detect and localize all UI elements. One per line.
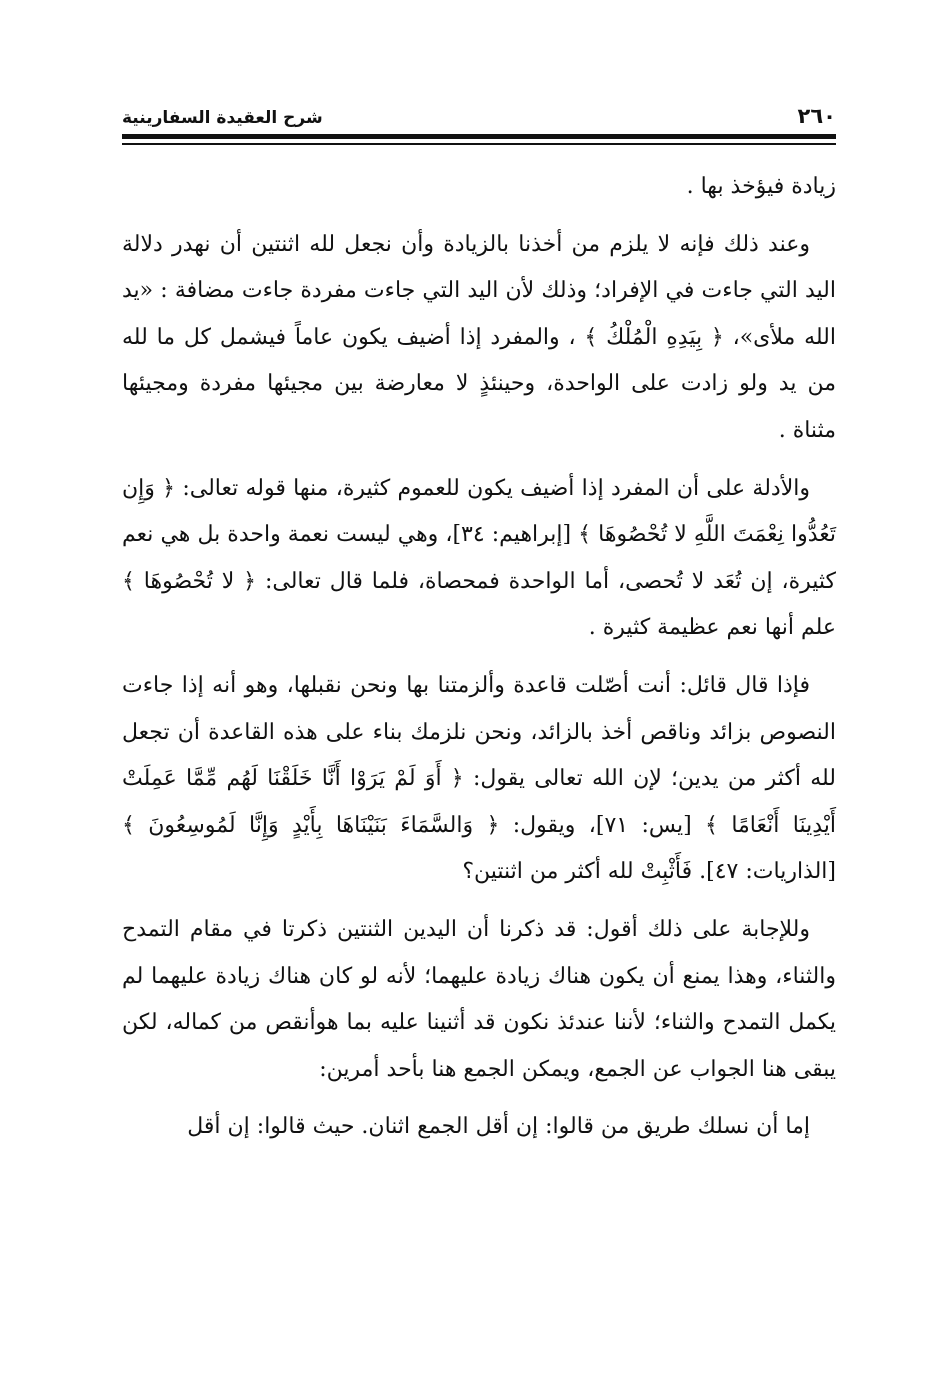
paragraph: إما أن نسلك طريق من قالوا: إن أقل الجمع اثنان. حيث قالوا: إن أقل bbox=[187, 1114, 810, 1140]
page-number: ٢٦٠ bbox=[797, 104, 836, 128]
book-title: شرح العقيدة السفارينية bbox=[122, 108, 323, 128]
paragraph-continuation: زيادة فيؤخذ بها . bbox=[686, 174, 836, 199]
running-header bbox=[122, 92, 836, 128]
header-rule-thick bbox=[122, 134, 836, 139]
paragraph: وللإجابة على ذلك أقول: قد ذكرنا أن اليدين الثنتين ذكرتا في مقام التمدح والثناء، وهذا يمنع أن يكون هناك زيادة عليهما؛ لأنه لو كان هناك زيادة عليهما لم يكمل التمدح والثناء؛ لأننا عندئذ نكون قد أثنينا عليه بما هوأنقص من كماله، لكن يبقى هنا الجواب عن الجمع، ويمكن الجمع هنا بأحد أمرين: bbox=[122, 916, 836, 1082]
body-text bbox=[122, 164, 836, 1162]
paragraph: وعند ذلك فإنه لا يلزم من أخذنا بالزيادة وأن نجعل لله اثنتين أن نهدر دلالة اليد التي جاءت في الإفراد؛ وذلك لأن اليد التي جاءت مفردة جاءت مضافة : «يد الله ملأى»، ﴿ بِيَدِهِ الْمُلْكُ ﴾ ، والمفرد إذا أضيف يكون عاماً فيشمل كل ما لله من يد ولو زادت على الواحدة، وحينئذٍ لا معارضة بين مجيئها مفردة ومجيئها مثناة . bbox=[122, 231, 836, 443]
paragraph: فإذا قال قائل: أنت أصّلت قاعدة وألزمتنا بها ونحن نقبلها، وهو أنه إذا جاءت النصوص بزائد وناقص أخذ بالزائد، ونحن نلزمك بناء على هذه القاعدة أن تجعل لله أكثر من يدين؛ لإن الله تعالى يقول: ﴿ أَوَ لَمْ يَرَوْا أَنَّا خَلَقْنَا لَهُم مِّمَّا عَمِلَتْ أَيْدِينَا أَنْعَامًا ﴾ [يس: ٧١]، ويقول: ﴿ وَالسَّمَاءَ بَنَيْنَاهَا بِأَيْدٍ وَإِنَّا لَمُوسِعُونَ ﴾ [الذاريات: ٤٧]. فَأَثْبِتْ لله أكثر من اثنتين؟ bbox=[122, 672, 836, 885]
header-rule-thin bbox=[122, 143, 836, 145]
paragraph: والأدلة على أن المفرد إذا أضيف يكون للعموم كثيرة، منها قوله تعالى: ﴿ وَإِن تَعُدُّوا نِعْمَتَ اللَّهِ لا تُحْصُوهَا ﴾ [إبراهيم: ٣٤]، وهي ليست نعمة واحدة بل هي نعم كثيرة، إن تُعَد لا تُحصى، أما الواحدة فمحصاة، فلما قال تعالى: ﴿ لا تُحْصُوهَا ﴾ علم أنها نعم عظيمة كثيرة . bbox=[122, 475, 836, 641]
